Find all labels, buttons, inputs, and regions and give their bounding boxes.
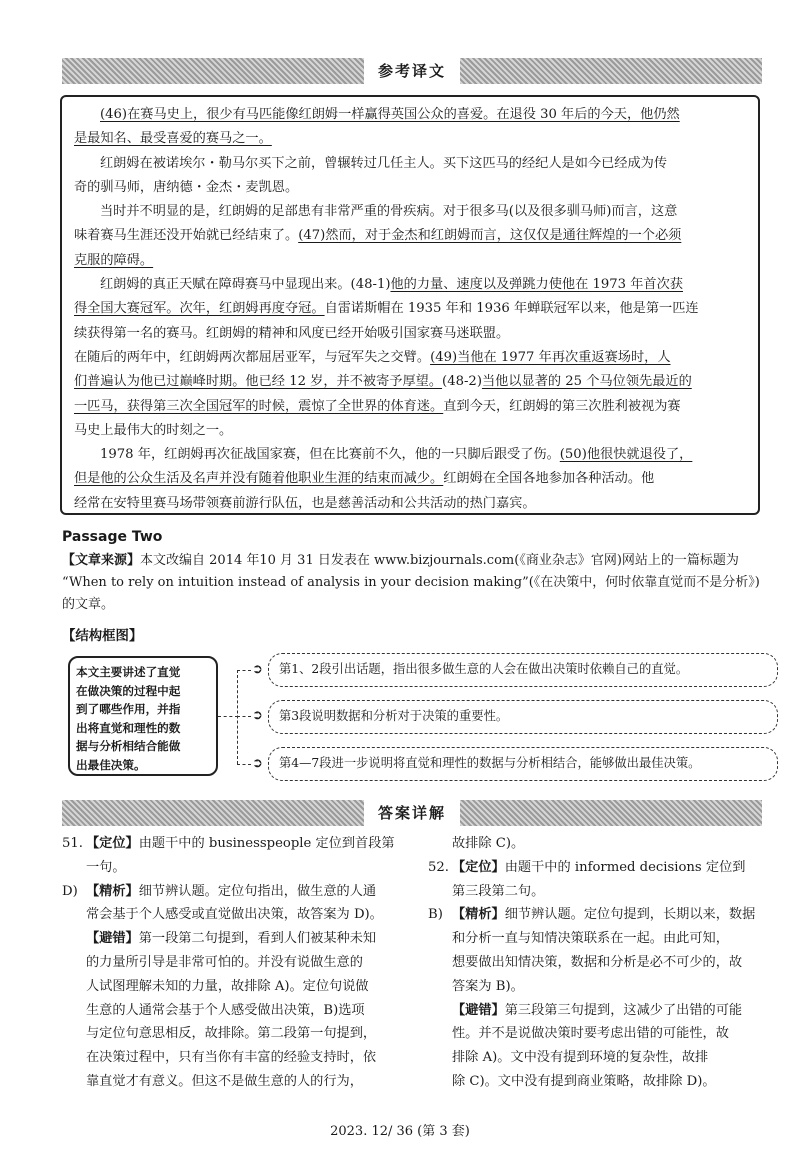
answer-line (428, 975, 783, 999)
answer-line (62, 880, 417, 904)
answer-lead: B) (428, 907, 443, 923)
translation-line (74, 395, 746, 419)
connector-branch-2 (237, 716, 251, 717)
main-box-line: 出最佳决策。 (76, 757, 146, 772)
answers-left-column (62, 832, 417, 1094)
answer-text: 的力量所引导是非常可怕的。并没有说做生意的 (86, 954, 363, 970)
answer-text: 第三段第三句提到，这减少了出错的可能 (504, 1002, 743, 1018)
underlined-sentence: 当他以显著的 25 个马位领先最近的 (481, 374, 692, 390)
answer-text: 第三段第二句。 (452, 883, 545, 899)
translation-text: (48-2) (442, 374, 482, 390)
main-box-line: 据与分析相结合能做 (76, 739, 181, 754)
source-line-2: “When to rely on intuition instead of analysis in your decision making”(《在决策中，何时依靠直觉而不是分析》) (62, 575, 760, 590)
structure-branch-3: 第4—7段进一步说明将直觉和理性的数据与分析相结合，能够做出最佳决策。 (268, 747, 778, 781)
connector-stem (218, 716, 238, 717)
answer-text: 和分析一直与知情决策联系在一起。由此可知， (452, 931, 729, 947)
translation-line (74, 176, 746, 200)
underlined-sentence: 一匹马，获得第三次全国冠军的时候，震惊了全世界的体育迷。 (74, 398, 444, 414)
answers-right-column (428, 832, 783, 1094)
connector-branch-3 (237, 764, 251, 765)
structure-main-box (68, 656, 218, 776)
arrow-right-icon: ➲ (252, 708, 263, 723)
answer-line (428, 1046, 783, 1070)
answer-label: 【避错】 (452, 1002, 505, 1018)
answer-text: 排除 A)。文中没有提到环境的复杂性，故排 (452, 1050, 709, 1066)
translation-line (74, 249, 746, 273)
translation-line (74, 224, 746, 248)
translation-text: 奇的驯马师，唐纳德・金杰・麦凯恩。 (74, 179, 299, 195)
translation-line (74, 103, 746, 127)
answer-text: 答案为 B)。 (452, 978, 524, 994)
answer-label: 【精析】 (86, 883, 139, 899)
translation-text: 直到今天，红朗姆的第三次胜利被视为赛 (443, 398, 681, 414)
underlined-sentence: (49)当他在 1977 年再次重返赛场时，人 (430, 349, 671, 365)
answer-line (428, 999, 783, 1023)
answer-line (62, 1022, 417, 1046)
translation-text: 1978 年，红朗姆再次征战国家赛，但在比赛前不久，他的一只脚后跟受了伤。 (100, 447, 560, 463)
answer-line (428, 1022, 783, 1046)
main-box-line: 到了哪些作用，并指 (76, 702, 181, 717)
answer-text: 故排除 C)。 (452, 836, 525, 851)
translation-header-title: 参考译文 (364, 58, 460, 84)
answer-text: 生意的人通常会基于个人感受做出决策，B)选项 (86, 1002, 365, 1018)
answer-text: 与定位句意思相反，故排除。第二段第一句提到， (86, 1026, 377, 1042)
translation-line (74, 419, 746, 443)
main-box-line: 在做决策的过程中起 (76, 683, 181, 698)
translation-text: 当时并不明显的是，红朗姆的足部患有非常严重的骨疾病。对于很多马(以及很多驯马师)而言，这意 (100, 204, 678, 220)
answer-text: 性。并不是说做决策时要考虑出错的可能性，故 (452, 1026, 729, 1042)
answer-line (428, 880, 783, 904)
translation-text: 红朗姆在全国各地参加各种活动。他 (443, 471, 655, 487)
translation-text: 红朗姆在被诺埃尔・勒马尔买下之前，曾辗转过几任主人。买下这匹马的经纪人是如今已经成为传 (100, 155, 668, 171)
underlined-sentence: (46)在赛马史上，很少有马匹能像红朗姆一样赢得英国公众的喜爱。在退役 30 年后的今天，他仍然 (100, 107, 680, 122)
translation-line (74, 152, 746, 176)
answers-header-band (62, 800, 762, 826)
translation-line (74, 297, 746, 321)
answer-text: 由题干中的 businesspeople 定位到首段第 (138, 836, 395, 851)
answers-header-title: 答案详解 (364, 800, 460, 826)
answer-line (428, 927, 783, 951)
connector-vertical (237, 670, 238, 764)
translation-line (74, 322, 746, 346)
answer-label: 【定位】 (86, 836, 139, 851)
answer-line (62, 1046, 417, 1070)
answer-text: 人试图理解未知的力量，故排除 A)。定位句说做 (86, 978, 369, 994)
translation-text: 红朗姆的真正天赋在障碍赛马中显现出来。(48-1) (100, 277, 391, 293)
answer-text: 在决策过程中，只有当你有丰富的经验支持时，依 (86, 1050, 377, 1066)
translation-line (74, 273, 746, 297)
answer-line (428, 903, 783, 927)
connector-branch-1 (237, 670, 251, 671)
answer-line (62, 856, 417, 880)
underlined-sentence: 得全国大赛冠军。次年，红朗姆再度夺冠。 (74, 301, 325, 317)
answer-label: 【避错】 (86, 931, 139, 947)
translation-text: 马史上最伟大的时刻之一。 (74, 422, 233, 438)
answer-text: 靠直觉才有意义。但这不是做生意的人的行为， (86, 1073, 363, 1089)
underlined-sentence: 他的力量、速度以及弹跳力使他在 1973 年首次获 (390, 277, 683, 293)
structure-branch-1: 第1、2段引出话题，指出很多做生意的人会在做出决策时依赖自己的直觉。 (268, 653, 778, 687)
translation-text: 味着赛马生涯还没开始就已经结束了。 (74, 228, 299, 244)
answer-text: 由题干中的 informed decisions 定位到 (504, 859, 746, 875)
answer-line (62, 999, 417, 1023)
answer-text: 常会基于个人感受或直觉做出决策，故答案为 D)。 (86, 907, 383, 923)
answer-line (62, 975, 417, 999)
underlined-sentence: 但是他的公众生活及名声并没有随着他职业生涯的结束而减少。 (74, 471, 444, 487)
arrow-right-icon: ➲ (252, 662, 263, 677)
answer-line (428, 951, 783, 975)
source-line-3: 的文章。 (62, 597, 115, 612)
translation-line (74, 346, 746, 370)
translation-line (74, 370, 746, 394)
answer-text: 第一段第二句提到，看到人们被某种未知 (138, 931, 377, 947)
underlined-sentence: (50)他很快就退役了， (559, 447, 693, 463)
answer-line (62, 951, 417, 975)
answer-line (62, 927, 417, 951)
translation-line (74, 200, 746, 224)
source-label: 【文章来源】 (62, 553, 141, 568)
answer-text: 细节辨认题。定位句提到，长期以来，数据 (504, 907, 756, 923)
page-footer: 2023. 12/ 36 (第 3 套) (330, 1124, 470, 1139)
translation-text: 续获得第一名的赛马。红朗姆的精神和风度已经开始吸引国家赛马迷联盟。 (74, 325, 510, 341)
answer-line (428, 832, 783, 856)
translation-line (74, 467, 746, 491)
answer-text: 细节辨认题。定位句指出，做生意的人通 (138, 883, 377, 899)
translation-line (74, 127, 746, 151)
translation-line (74, 492, 746, 516)
answer-text: 想要做出知情决策，数据和分析是必不可少的，故 (452, 954, 743, 970)
answer-lead: D) (62, 883, 78, 899)
answer-text: 除 C)。文中没有提到商业策略，故排除 D)。 (452, 1073, 716, 1089)
arrow-right-icon: ➲ (252, 756, 263, 771)
source-line-1 (62, 550, 772, 572)
source-section (62, 550, 772, 616)
answer-line (62, 903, 417, 927)
answer-lead: 51. (62, 836, 83, 851)
structure-branch-2: 第3段说明数据和分析对于决策的重要性。 (268, 700, 778, 734)
passage-two-heading: Passage Two (62, 529, 163, 545)
answer-text: 一句。 (86, 859, 126, 875)
translation-text: 在随后的两年中，红朗姆两次都屈居亚军，与冠军失之交臂。 (74, 349, 431, 365)
underlined-sentence: 克服的障碍。 (74, 252, 154, 268)
answer-label: 【精析】 (452, 907, 505, 923)
translation-text: 经常在安特里赛马场带领赛前游行队伍，也是慈善活动和公共活动的热门嘉宾。 (74, 495, 536, 511)
source-text-1: 本文改编自 2014 年10 月 31 日发表在 www.bizjournals.com(《商业杂志》官网)网站上的一篇标题为 (140, 553, 739, 568)
underlined-sentence: 是最知名、最受喜爱的赛马之一。 (74, 131, 272, 147)
answer-lead: 52. (428, 859, 449, 875)
translation-header-band (62, 58, 762, 84)
answer-line (428, 856, 783, 880)
underlined-sentence: (47)然而，对于金杰和红朗姆而言，这仅仅是通往辉煌的一个必须 (298, 228, 682, 244)
main-box-line: 本文主要讲述了直觉 (76, 665, 181, 679)
answer-line (62, 832, 417, 856)
answer-label: 【定位】 (452, 859, 505, 875)
translation-line (74, 443, 746, 467)
translation-box (60, 95, 760, 515)
main-box-line: 出将直觉和理性的数 (76, 720, 181, 735)
underlined-sentence: 们普遍认为他已过巅峰时期。他已经 12 岁，并不被寄予厚望。 (74, 374, 443, 390)
translation-text: 自雷诺斯帽在 1935 年和 1936 年蝉联冠军以来，他是第一匹连 (324, 301, 699, 317)
answer-line (62, 1070, 417, 1094)
structure-label: 【结构框图】 (62, 629, 143, 644)
answer-line (428, 1070, 783, 1094)
